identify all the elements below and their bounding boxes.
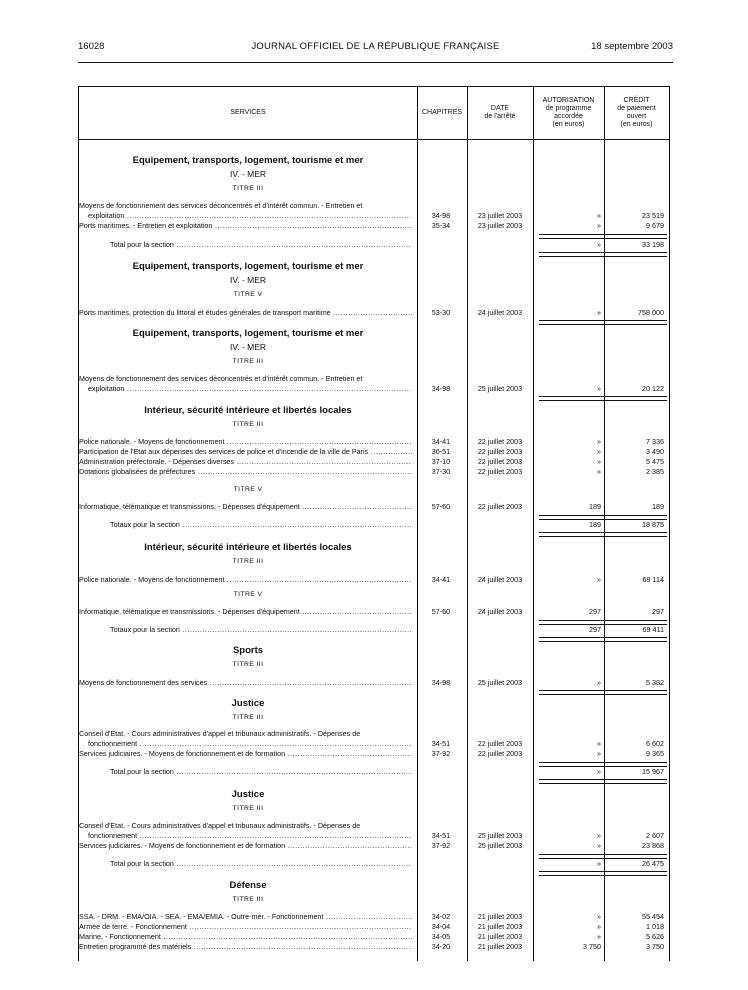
table-row: Ports maritimes. - Entretien et exploitation ..... 35-34 23 juillet 2003 » 9 679: [79, 220, 669, 231]
section-title: Intérieur, sécurité intérieure et libertés locales: [144, 542, 352, 553]
table-row: Entretien programmé des matériels ..... 34-20 21 juillet 2003 3 750 3 750: [79, 941, 669, 952]
table-row: fonctionnement ..... 34-51 22 juillet 2003 » 6 602: [79, 738, 669, 749]
table-row: Participation de l'Etat aux dépenses des services de police et d'incendie de la ville de Paris ..... 36-51 22 juillet 2003 » 3 490: [79, 446, 669, 457]
section-subtitle: IV. - MER: [229, 169, 267, 179]
section-title: Justice: [231, 789, 265, 800]
titre-label: TITRE III: [232, 558, 264, 565]
total-rule: [539, 779, 667, 784]
table-row: Moyens de fonctionnement des services déconcentrés et d'intérêt commun. - Entretien et: [79, 201, 363, 210]
total-row: Total pour la section ..... » 15 967: [79, 766, 669, 777]
issue-date: 18 septembre 2003: [591, 41, 673, 52]
page-number: 16028: [78, 41, 105, 52]
table-row: Administration préfectorale. - Dépenses diverses ..... 37-10 22 juillet 2003 » 5 475: [79, 456, 669, 467]
total-row: Totaux pour la section ..... 189 18 875: [79, 519, 669, 530]
table-row: Armée de terre. - Fonctionnement ..... 34-04 21 juillet 2003 » 1 018: [79, 921, 669, 932]
titre-label: TITRE III: [232, 805, 264, 812]
total-rule: [539, 252, 667, 257]
table-row: Police nationale. - Moyens de fonctionnement ..... 34-41 24 juillet 2003 » 69 114: [79, 574, 669, 585]
section-title: Justice: [231, 698, 265, 709]
section-title: Equipement, transports, logement, tourisme et mer: [132, 155, 364, 166]
col-header-chapitres: CHAPITRES: [421, 109, 463, 116]
total-rule: [539, 871, 667, 876]
total-row: Totaux pour la section ..... 297 69 411: [79, 624, 669, 635]
table-row: Informatique, télématique et transmissions. - Dépenses d'équipement ..... 57-60 24 juillet 2003 297 297: [79, 606, 669, 617]
section-title: Equipement, transports, logement, tourisme et mer: [132, 261, 364, 272]
section-title: Défense: [229, 880, 267, 891]
titre-label: TITRE V: [233, 591, 263, 598]
table-row: exploitation ..... 34-98 23 juillet 2003 » 23 519: [79, 210, 669, 221]
credits-table: [78, 86, 670, 961]
table-row: Ports maritimes, protection du littoral et études générales de transport maritime ..... 53-30 24 juillet 2003 » 758 000: [79, 307, 669, 318]
total-rule: [539, 532, 667, 537]
col-header-services: SERVICES: [230, 109, 266, 116]
section-subtitle: IV. - MER: [229, 275, 267, 285]
section-title: Sports: [232, 645, 264, 656]
table-row: Marine. - Fonctionnement ..... 34-05 21 juillet 2003 » 5 626: [79, 931, 669, 942]
table-row: exploitation ..... 34-98 25 juillet 2003 » 20 122: [79, 383, 669, 394]
table-row: SSA. - DRM. - EMA/OIA. - SEA. - EMA/EMIA. - Outre-mer. - Fonctionnement ..... 34-02 21 juillet 2003 » 55 454: [79, 911, 669, 922]
section-title: Intérieur, sécurité intérieure et libertés locales: [144, 405, 352, 416]
table-row: fonctionnement ..... 34-51 25 juillet 2003 » 2 607: [79, 830, 669, 841]
table-row: Police nationale. - Moyens de fonctionnement ..... 34-41 22 juillet 2003 » 7 336: [79, 436, 669, 447]
titre-label: TITRE V: [233, 486, 263, 493]
titre-label: TITRE III: [232, 896, 264, 903]
titre-label: TITRE III: [232, 185, 264, 192]
section-subtitle: IV. - MER: [229, 342, 267, 352]
col-header-credit: CRÉDIT de paiement ouvert (en euros): [617, 97, 656, 128]
titre-label: TITRE III: [232, 714, 264, 721]
table-row: Conseil d'Etat. - Cours administratives d'appel et tribunaux administratifs. - Dépenses de: [79, 821, 361, 830]
table-row: Dotations globalisées de préfectures ..... 37-30 22 juillet 2003 » 2 385: [79, 466, 669, 477]
journal-title: JOURNAL OFFICIEL DE LA RÉPUBLIQUE FRANÇAISE: [251, 41, 500, 52]
header-separator: [79, 139, 669, 140]
table-row: Moyens de fonctionnement des services ..... 34-98 25 juillet 2003 » 5 382: [79, 677, 669, 688]
total-rule: [539, 396, 667, 401]
table-row: Services judiciaires. - Moyens de fonctionnement et de formation ..... 37-92 25 juillet 2003 » 23 868: [79, 840, 669, 851]
titre-label: TITRE III: [232, 358, 264, 365]
titre-label: TITRE III: [232, 661, 264, 668]
col-header-date: DATE de l'arrêté: [484, 105, 516, 120]
table-row: Services judiciaires. - Moyens de fonctionnement et de formation ..... 37-92 22 juillet 2003 » 9 365: [79, 748, 669, 759]
total-row: Total pour la section ..... » 26 475: [79, 858, 669, 869]
section-title: Equipement, transports, logement, tourisme et mer: [132, 328, 364, 339]
page-header: [78, 41, 673, 55]
table-row: Conseil d'Etat. - Cours administratives d'appel et tribunaux administratifs. - Dépenses de: [79, 729, 361, 738]
titre-label: TITRE III: [232, 421, 264, 428]
table-row: Moyens de fonctionnement des services déconcentrés et d'intérêt commun. - Entretien et: [79, 374, 363, 383]
titre-label: TITRE V: [233, 291, 263, 298]
total-rule: [539, 690, 667, 695]
header-rule: [78, 62, 673, 63]
table-row: Informatique, télématique et transmissions. - Dépenses d'équipement ..... 57-60 22 juillet 2003 189 189: [79, 501, 669, 512]
total-rule: [539, 637, 667, 642]
col-header-autorisation: AUTORISATION de programme accordée (en euros): [542, 97, 595, 128]
total-row: Total pour la section ..... » 33 198: [79, 239, 669, 250]
total-rule: [539, 320, 667, 325]
